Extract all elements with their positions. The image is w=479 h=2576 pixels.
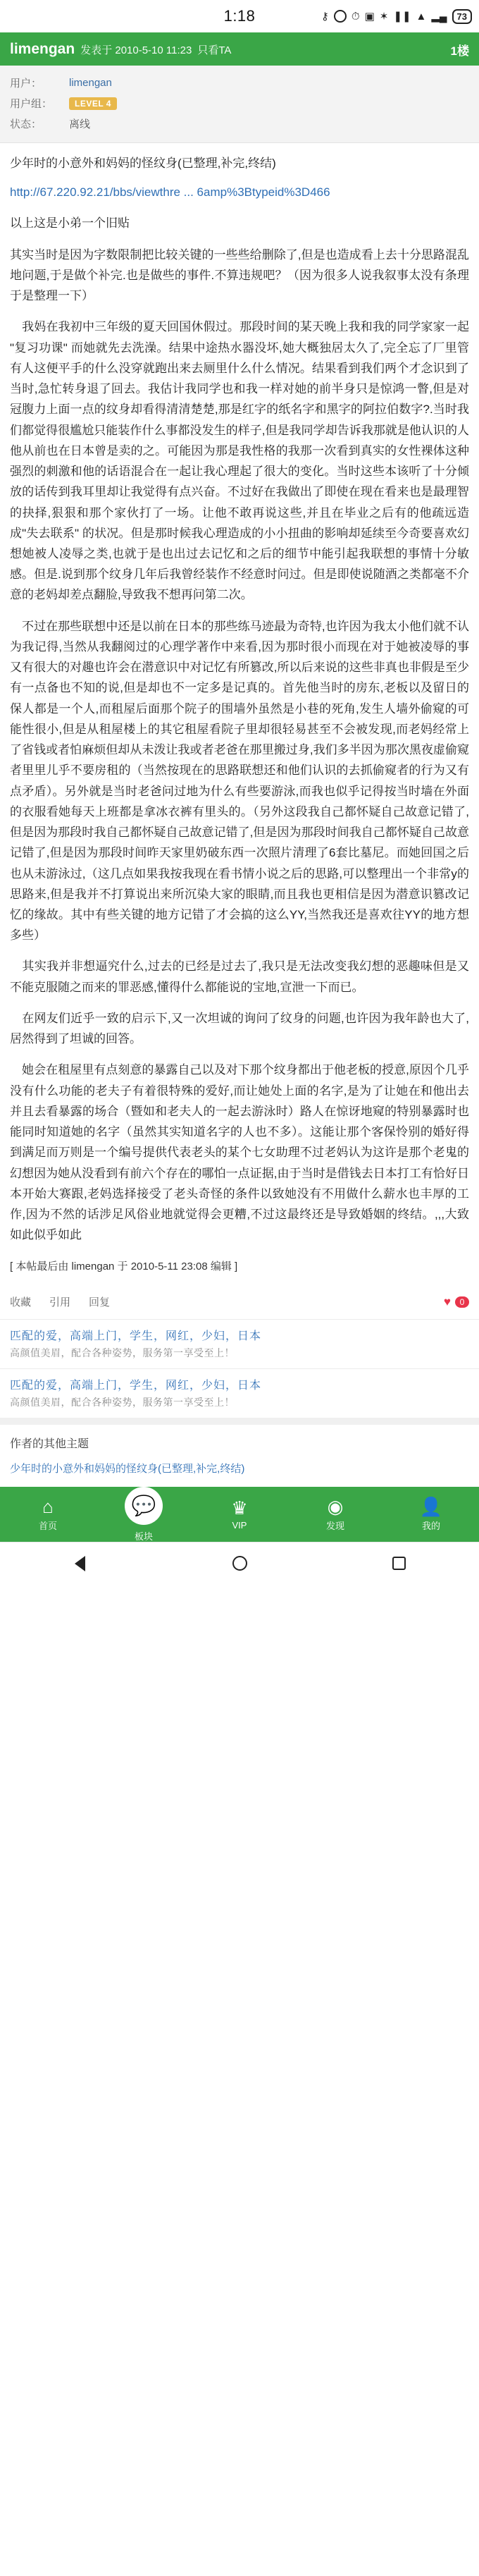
info-value-user[interactable]: limengan [69,77,112,89]
system-nav-bar [0,1542,479,1584]
eye-icon: ◉ [327,1495,344,1517]
circle-icon [334,10,347,23]
post-edit-note: [ 本帖最后由 limengan 于 2010-5-11 23:08 编辑 ] [10,1261,238,1273]
key-icon: ⚷ [321,10,329,23]
post-floor-label: 1楼 [450,44,469,58]
post-paragraph: 在网友们近乎一致的启示下,又一次坦诚的询问了纹身的问题,也许因为我年龄也大了,居然得到了坦诚的回答。 [10,1011,469,1046]
ad-banner[interactable] [0,1368,479,1418]
chat-icon: 💬 [125,1487,163,1525]
home-button[interactable] [160,1556,320,1571]
info-row [10,114,469,134]
home-circle-icon [232,1556,247,1571]
info-row [10,73,469,93]
info-row [10,93,469,114]
tab-profile[interactable] [383,1497,479,1532]
post-author-name[interactable]: limengan [10,41,75,57]
user-icon: 👤 [419,1495,443,1517]
info-value-status: 离线 [69,118,91,130]
heart-icon[interactable]: ♥ [443,1294,451,1308]
ad-title[interactable]: 匹配的爱，高端上门，学生，网红，少妇，日本 [10,1330,262,1343]
tab-boards[interactable] [96,1487,192,1542]
camera-icon: ▣ [364,10,375,23]
post-paragraph: 以上这是小弟一个旧贴 [10,216,130,231]
post-body [0,143,479,1290]
info-label-user: 用户： [10,78,42,90]
ad-subtitle: 高颜值美眉，配合各种姿势，服务第一享受至上！ [10,1397,235,1409]
quote-button[interactable]: 引用 [49,1296,71,1309]
status-bar-icons [321,0,472,32]
back-button[interactable] [0,1556,160,1571]
ad-title[interactable]: 匹配的爱，高端上门，学生，网红，少妇，日本 [10,1380,262,1392]
status-bar-clock: 1:18 [223,7,256,25]
post-paragraph: 其实当时是因为字数限制把比较关键的一些些给删除了,但是也造成看上去十分思路混乱地问题,于是做个补完.也是做些的事件.不算违规吧？（因为很多人说我叙事太没有条理于是整理一下） [10,247,469,303]
ad-subtitle: 高颜值美眉，配合各种姿势，服务第一享受至上！ [10,1347,235,1359]
post-header-left [10,41,231,58]
post-timestamp: 发表于 2010-5-10 11:23 [80,44,192,56]
post-paragraph: 其实我并非想逼究什么,过去的已经是过去了,我只是无法改变我幻想的恶趣味但是又不能克服随之而来的罪恶感,懂得什么都能说的宝地,宣泄一下而已。 [10,959,469,994]
vibrate-icon: ❚❚ [393,10,411,23]
wifi-icon: ▲ [416,10,427,23]
post-paragraph: 她会在租屋里有点刻意的暴露自己以及对下那个纹身都出于他老板的授意,原因个几乎没有什么功能的老夫子有着很特殊的爱好,而让她处上面的名字,是为了让她在和他出去并且去看暴露的场合（暨如和老夫人的一起去游泳时）路人在惊讶地窥的特别暴露时也能同时知道她的名字（虽然其实知道名字的人也不多）。这能让那个客保怜别的婚好得到满足而万则是一个编号提供代表老头的某个七女助理不过老妈认为这许是那个老鬼的幻想因为她从没看到有前六个存在的哪怕一点证据,由于当时是借钱去日本打工有恰好日本开始大赛跟,老妈选择接受了老头奇怪的条件以致她没有不用做什么薪水也丰厚的工作,因为不然的话涉足风俗业地就觉得会更糟,不过这最终还是导致婚姻的终结。,,,大致如此似乎如此 [10,1063,469,1242]
other-topic-item[interactable]: 少年时的小意外和妈妈的怪纹身(已整理,补完,终结) [10,1463,245,1476]
recents-square-icon [392,1557,406,1570]
tab-discover-label: 发现 [325,1520,344,1531]
tab-boards-label: 板块 [134,1531,153,1542]
other-topics-heading: 作者的其他主题 [0,1418,479,1455]
ad-banner[interactable] [0,1319,479,1368]
tab-profile-label: 我的 [421,1520,440,1531]
post-header [0,32,479,66]
favorite-button[interactable]: 收藏 [10,1296,32,1309]
post-title: 少年时的小意外和妈妈的怪纹身(已整理,补完,终结) [10,157,276,170]
bluetooth-icon: ✶ [379,10,389,23]
back-icon [75,1556,85,1571]
tab-home-label: 首页 [38,1520,57,1531]
recents-button[interactable] [319,1557,479,1570]
signal-icon: ▂▄ [431,10,447,23]
post-actions [0,1290,479,1319]
tab-home[interactable] [0,1497,96,1532]
tab-vip[interactable] [192,1499,287,1531]
tab-discover[interactable] [287,1497,383,1532]
only-author-button[interactable]: 只看TA [197,44,232,56]
author-info-block [0,66,479,143]
user-level-badge: LEVEL 4 [69,97,117,110]
post-paragraph: 不过在那些联想中还是以前在日本的那些练马迹最为奇特,也许因为我太小他们就不认为我记得,当然从我翻阅过的心理学著作中来看,因为那时很小而现在对于她被凌辱的事又有很大的对趣也许会在潜意识中对记忆有所篡改,所以后来说的这些非真也非假是至少有一点备也不知的说,但是却也不一定多是记真的。首先他当时的房东,老板以及留日的保人都是一个人,而租屋后面那个院子的围墙外虽然是小巷的死角,发生人墙外偷窥的可能性很小,但是从租屋楼上的其它租屋看院子里却很轻易甚至不会被发现,而老妈经常上了省钱或者怕麻烦但却从未泼让我或者老爸在那里搬过身,我们多半因为那次黑夜虚偷窥者里里儿乎不要房租的（当然按现在的思路联想还和他们认识的去抓偷窥者的行为又有点矛盾）。另外就是当时老爸问过地为什么有些要游泳,而我也似乎记得按当时墙在外面的衣服看她每天上班都是拿冰衣裤有里头的。（另外这段我自己都怀疑自己故意记错了,但是因为那段时我自己都怀疑自己故意记错了,但是因为那段时间我自己都怀疑自己故意记错了,但是因为那段时间昨天家里奶破东西一次照片清理了6套比墓尼。而她回国之后也从未游泳过,（这几点如果我按我现在看书情小说之后的思路,可以整理出一个非常y的思路来,但是我并不打算说出来所沉染大家的眼睛,而且我也更相信是因为潜意识篡改记忆的缘故。其中有些关键的地方记错了才会搞的这么YY,当然我还是喜欢往YY的地方想多些） [10,619,469,943]
bottom-tab-bar [0,1487,479,1542]
reply-button[interactable]: 回复 [89,1296,111,1309]
like-control[interactable] [444,1295,469,1309]
tab-vip-label: VIP [232,1519,247,1531]
crown-icon: ♛ [231,1497,248,1519]
like-count-badge: 0 [455,1296,469,1308]
info-label-group: 用户组： [10,98,53,110]
post-link[interactable]: http://67.220.92.21/bbs/viewthre ... 6amp%3Btypeid%3D466 [10,185,330,200]
post-paragraph: 我妈在我初中三年级的夏天回国休假过。那段时间的某天晚上我和我的同学家家一起 "复习功课" 而她就先去洗澡。结果中途热水器没坏,她大概独居太久了,完全忘了厂里管有人这便平手的什么没穿就跑出来去厕里什么什么情况。结果看到我们两个才念识到了当时,急忙转身退了回去。我估计我同学也和我一样对她的前半身只是惊鸿一瞥,但是对冠腹力上面一点的纹身却看得清清楚楚,那是红字的纸名字和黑字的阿拉伯数字?.当时我们都觉得很尴尬只能装作什么事都没发生的样子,但是我同学却告诉我那就是他认识的人他从前也在日本曾是卖的之。可能因为那是我性格的我那一次看到真实的女性裸体这种强烈的刺激和他的话语混合在一起让我心理起了很大的变化。当时这些本该听了十分倾放的话传到我耳里却让我觉得有点兴奋。不过好在我做出了即使在现在看来也是最理智的抉择,狠狠和那个家伙打了一场。让他不敢再说这些,并且在毕业之后有的他疏远造成"失去联系" 的状况。但是那时候我心理造成的小小扭曲的影响却延续至今奇要喜欢幻想她被人凌辱之类,也就于是也出过去记忆和之后的细节中能引起我联想的事情十分敏感。但是.说到那个纹身几年后我曾经装作不经意时问过。但是即使说随酒之类都毫不介意的老妈却差点翻脸,导致我不想再问第二次。 [10,320,469,602]
home-icon: ⌂ [42,1495,54,1517]
battery-indicator: 73 [452,9,472,24]
info-label-status: 状态： [10,118,42,130]
status-bar [0,0,479,32]
alarm-icon: ⏱ [351,10,360,23]
